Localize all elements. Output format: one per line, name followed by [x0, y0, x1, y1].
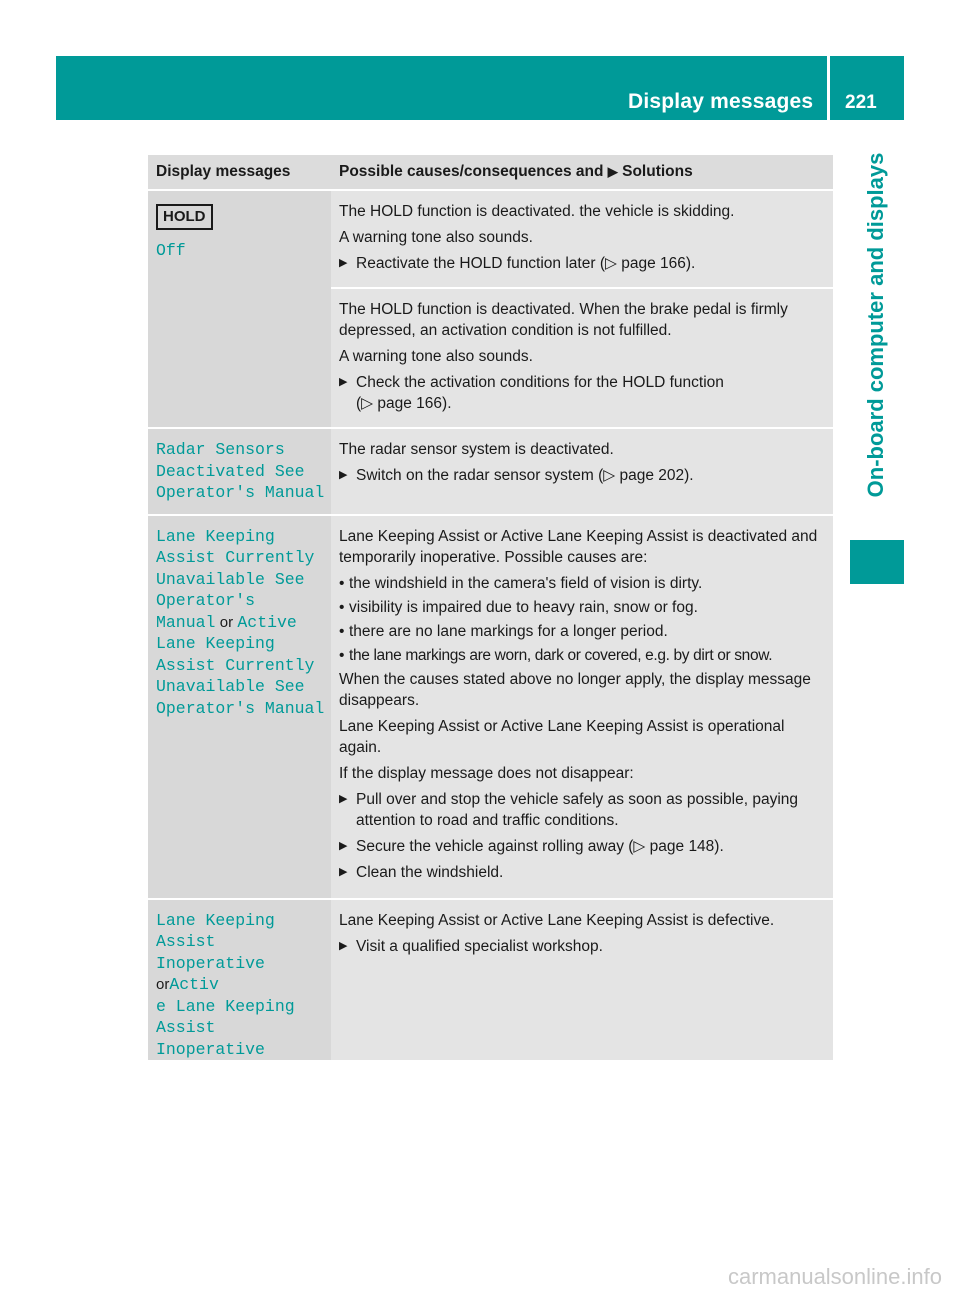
page-number: 221: [845, 92, 877, 113]
display-message-fragment: Inoperative: [156, 953, 265, 973]
display-message-fragment: Activ: [169, 975, 219, 994]
message-cell: [148, 899, 331, 1061]
display-message-line: Unavailable See: [156, 569, 305, 589]
display-message-line: Unavailable See: [156, 677, 305, 696]
cause-bullet-text: the lane markings are worn, dark or covered, e.g. by dirt or snow.: [349, 646, 773, 664]
solution-step: [339, 465, 827, 486]
step-arrow-icon: ▶: [339, 257, 348, 269]
cause-bullet-text: visibility is impaired due to heavy rain, snow or fog.: [349, 598, 698, 616]
header-divider: [827, 56, 830, 120]
cause-text: If the display message does not disappear:: [339, 764, 634, 782]
display-message-line: Operator's Manual: [156, 483, 325, 502]
solution-step: [339, 862, 827, 883]
display-message-line: Operator's: [156, 591, 256, 610]
section-tab-block: [850, 540, 904, 584]
step-text: Secure the vehicle against rolling away (▷ page 148).: [356, 837, 724, 855]
solution-step: [339, 789, 827, 831]
solution-cell: [331, 515, 833, 899]
column-header-solutions: [331, 155, 833, 190]
or-connector: or: [219, 613, 234, 631]
step-arrow-icon: ▶: [339, 376, 348, 388]
cause-bullet: [339, 645, 827, 666]
solution-step: [339, 936, 827, 957]
solution-cell: [331, 899, 833, 1061]
cause-bullet: [339, 597, 827, 618]
step-text-line: (▷ page 166).: [356, 395, 452, 412]
step-text-line: Check the activation conditions for the HOLD function: [356, 374, 724, 391]
solution-step: [339, 836, 827, 857]
cause-text: Lane Keeping Assist or Active Lane Keeping Assist is deactivated and temporarily inoperative. Possible causes are:: [339, 527, 818, 566]
step-text: Clean the windshield.: [356, 863, 504, 881]
step-arrow-icon: ▶: [339, 792, 348, 805]
table-row: [148, 515, 833, 899]
display-message-line: Deactivated See: [156, 461, 305, 481]
step-text: Visit a qualified specialist workshop.: [356, 937, 603, 955]
cause-text: The HOLD function is deactivated. When the brake pedal is firmly depressed, an activation condition is not fulfilled.: [339, 301, 788, 339]
solution-step: [339, 372, 827, 414]
display-message-line: Lane Keeping: [156, 526, 275, 546]
display-message-text: Off: [156, 241, 186, 260]
display-message-fragment: Active: [237, 612, 297, 632]
bullet-dot-icon: •: [339, 574, 345, 592]
message-cell: [148, 515, 331, 899]
message-cell: [148, 428, 331, 515]
cause-bullet: [339, 573, 827, 594]
solution-arrow-icon: ▶: [607, 164, 618, 179]
display-message-fragment: Manual: [156, 612, 216, 632]
solution-cell: [331, 288, 833, 428]
cause-text: Lane Keeping Assist or Active Lane Keeping Assist is defective.: [339, 911, 775, 929]
message-cell: [148, 190, 331, 428]
bullet-dot-icon: •: [339, 646, 345, 664]
display-message-line: e Lane Keeping: [156, 996, 295, 1016]
column-header-solutions-prefix: Possible causes/consequences and: [339, 163, 604, 180]
bullet-dot-icon: •: [339, 598, 345, 616]
solution-cell: [331, 190, 833, 288]
table-row: [148, 899, 833, 1061]
step-arrow-icon: ▶: [339, 469, 348, 481]
hold-badge: HOLD: [156, 204, 213, 230]
cause-bullet: [339, 621, 827, 642]
step-arrow-icon: ▶: [339, 865, 348, 878]
display-message-line: Lane Keeping: [156, 910, 275, 930]
step-text: Reactivate the HOLD function later (▷ page 166).: [356, 255, 696, 272]
or-connector: or: [156, 976, 170, 993]
display-message-line: Assist Currently: [156, 655, 315, 675]
section-tab-label: On-board computer and displays: [863, 152, 888, 498]
cause-text: The radar sensor system is deactivated.: [339, 441, 614, 458]
table-header-row: [148, 155, 833, 190]
solution-step: [339, 253, 827, 274]
table-row: [148, 428, 833, 515]
column-header-solutions-suffix: Solutions: [622, 163, 693, 180]
step-text: Pull over and stop the vehicle safely as soon as possible, paying attention to road and traffic conditions.: [356, 790, 799, 829]
table-row: [148, 190, 833, 288]
step-arrow-icon: ▶: [339, 839, 348, 852]
display-message-line: Lane Keeping: [156, 634, 275, 653]
display-message-line: [156, 953, 327, 996]
watermark: carmanualsonline.info: [727, 1264, 942, 1289]
display-message-line: Assist Inoperative: [156, 1018, 265, 1059]
cause-text: The HOLD function is deactivated. the vehicle is skidding.: [339, 203, 735, 220]
cause-text: A warning tone also sounds.: [339, 348, 533, 365]
cause-text: Lane Keeping Assist or Active Lane Keeping Assist is operational again.: [339, 717, 785, 756]
solution-cell: [331, 428, 833, 515]
bullet-dot-icon: •: [339, 622, 345, 640]
cause-text: When the causes stated above no longer apply, the display message disappears.: [339, 670, 811, 709]
column-header-messages: Display messages: [148, 155, 331, 190]
cause-bullet-text: the windshield in the camera's field of vision is dirty.: [349, 574, 703, 592]
page-title: Display messages: [628, 90, 814, 113]
display-message-line: Operator's Manual: [156, 698, 325, 718]
cause-bullet-text: there are no lane markings for a longer period.: [349, 622, 668, 640]
step-text: [356, 372, 724, 414]
step-text: Switch on the radar sensor system (▷ page 202).: [356, 467, 694, 484]
display-messages-table: [148, 155, 833, 1060]
step-arrow-icon: ▶: [339, 939, 348, 952]
display-message-line: Radar Sensors: [156, 440, 285, 459]
cause-text: A warning tone also sounds.: [339, 229, 533, 246]
display-message-line: Assist Currently: [156, 548, 315, 567]
display-message-line: Assist: [156, 932, 216, 951]
display-message-line: [156, 612, 327, 634]
